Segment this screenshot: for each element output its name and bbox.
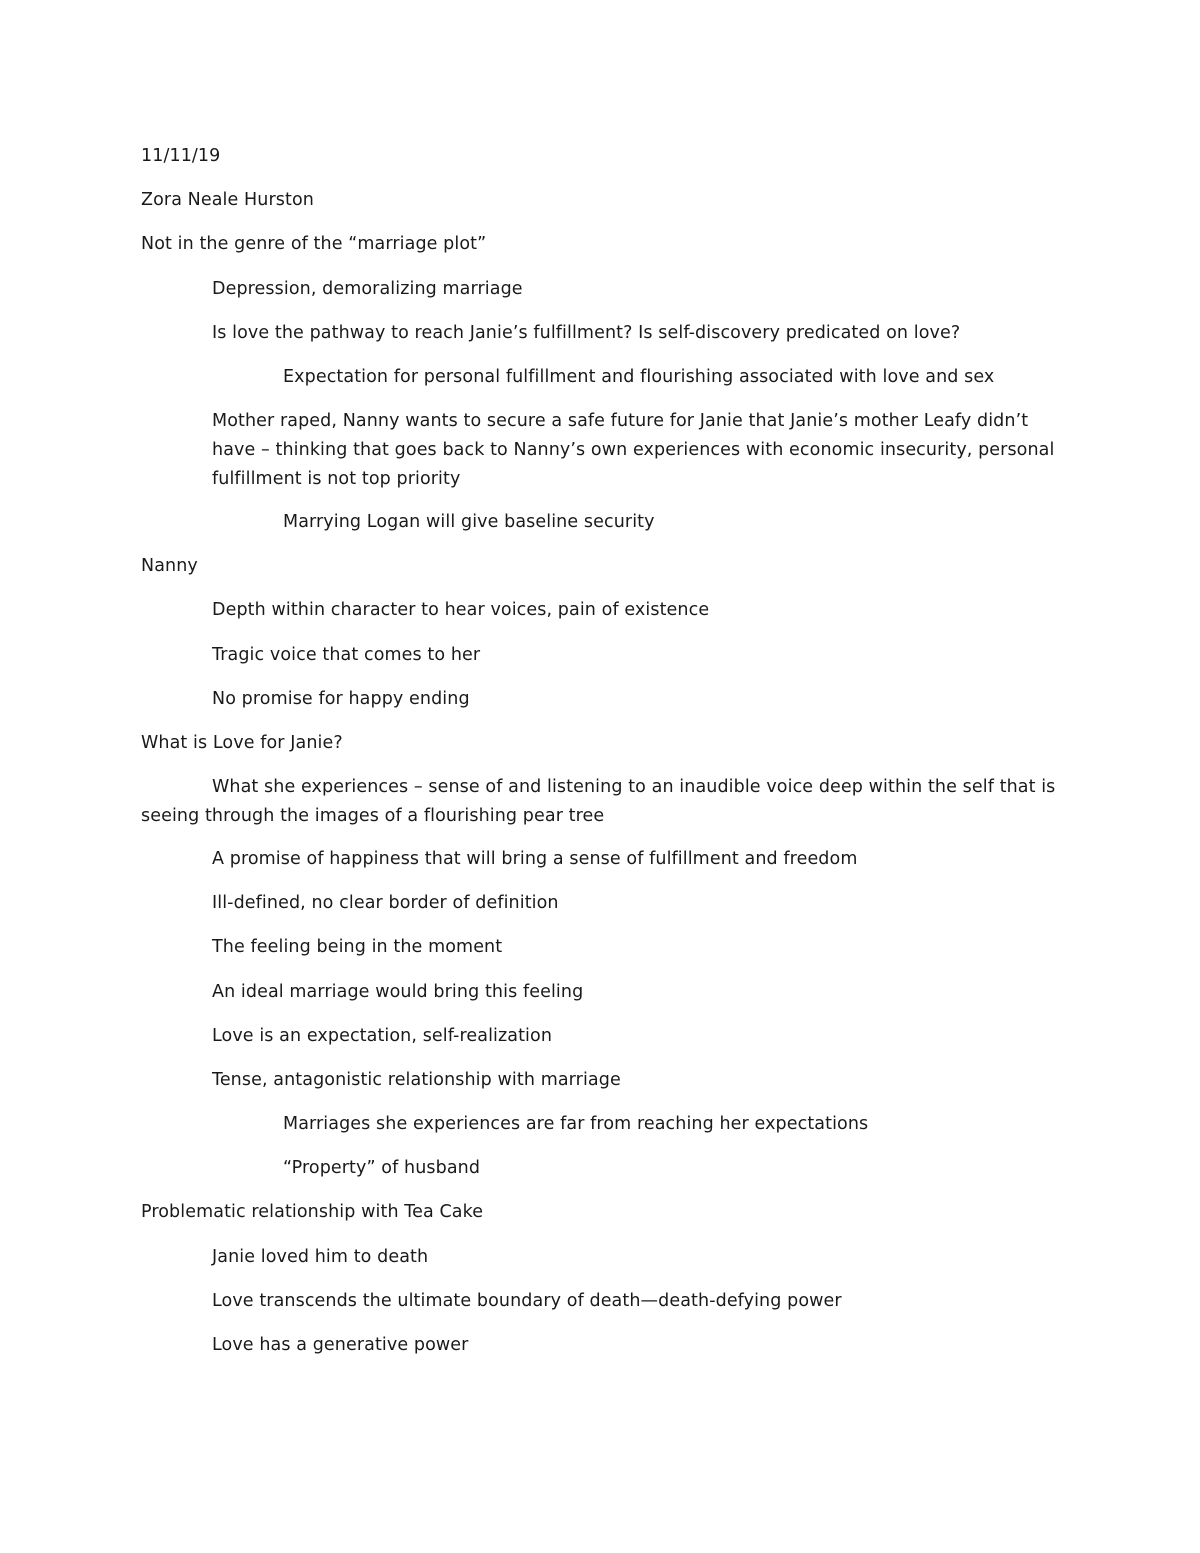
heading-tea-cake: Problematic relationship with Tea Cake bbox=[141, 1202, 484, 1222]
bullet-ill-defined: Ill-defined, no clear border of definition bbox=[212, 893, 559, 913]
bullet-depression: Depression, demoralizing marriage bbox=[212, 279, 523, 299]
heading-genre: Not in the genre of the “marriage plot” bbox=[141, 234, 487, 254]
bullet-tragic-voice: Tragic voice that comes to her bbox=[212, 645, 481, 665]
subbullet-property: “Property” of husband bbox=[283, 1158, 481, 1178]
subbullet-expectation: Expectation for personal fulfillment and flourishing associated with love and sex bbox=[283, 367, 995, 387]
subbullet-marriages: Marriages she experiences are far from reaching her expectations bbox=[283, 1114, 869, 1134]
bullet-mother-raped-line-1: Mother raped, Nanny wants to secure a safe future for Janie that Janie’s mother Leafy didn’t bbox=[212, 411, 1029, 431]
bullet-depth: Depth within character to hear voices, pain of existence bbox=[212, 600, 710, 620]
bullet-ideal-marriage: An ideal marriage would bring this feeling bbox=[212, 982, 584, 1002]
bullet-mother-raped-line-3: fulfillment is not top priority bbox=[212, 469, 461, 489]
bullet-love-pathway: Is love the pathway to reach Janie’s fulfillment? Is self-discovery predicated on love? bbox=[212, 323, 961, 343]
bullet-experiences-line-1: What she experiences – sense of and listening to an inaudible voice deep within the self that is bbox=[212, 777, 1056, 797]
bullet-loved-to-death: Janie loved him to death bbox=[212, 1247, 429, 1267]
bullet-feeling: The feeling being in the moment bbox=[212, 937, 503, 957]
subbullet-marrying-logan: Marrying Logan will give baseline security bbox=[283, 512, 655, 532]
heading-love: What is Love for Janie? bbox=[141, 733, 343, 753]
note-author: Zora Neale Hurston bbox=[141, 190, 314, 210]
bullet-mother-raped-line-2: have – thinking that goes back to Nanny’s own experiences with economic insecurity, personal bbox=[212, 440, 1055, 460]
bullet-no-promise: No promise for happy ending bbox=[212, 689, 470, 709]
note-date: 11/11/19 bbox=[141, 146, 221, 166]
bullet-promise: A promise of happiness that will bring a sense of fulfillment and freedom bbox=[212, 849, 858, 869]
bullet-tense: Tense, antagonistic relationship with marriage bbox=[212, 1070, 621, 1090]
bullet-experiences-line-2: seeing through the images of a flourishing pear tree bbox=[141, 806, 605, 826]
bullet-transcends: Love transcends the ultimate boundary of death—death-defying power bbox=[212, 1291, 842, 1311]
bullet-generative: Love has a generative power bbox=[212, 1335, 469, 1355]
heading-nanny: Nanny bbox=[141, 556, 198, 576]
bullet-love-expectation: Love is an expectation, self-realization bbox=[212, 1026, 553, 1046]
